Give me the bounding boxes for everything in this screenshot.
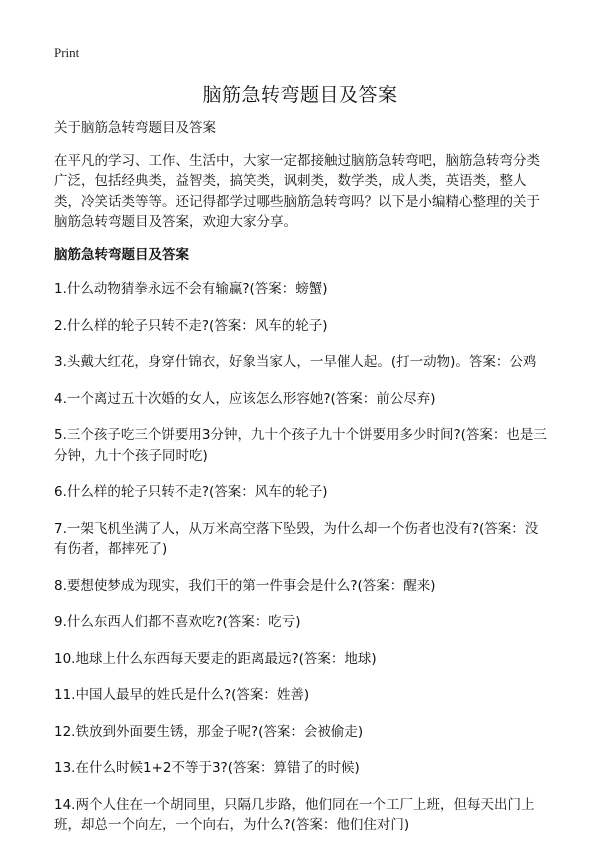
qa-list <box>54 279 550 836</box>
document-subtitle: 关于脑筋急转弯题目及答案 <box>54 120 216 136</box>
qa-item: 6.什么样的轮子只转不走?(答案：风车的轮子) <box>54 484 328 500</box>
qa-item: 10.地球上什么东西每天要走的距离最远?(答案：地球) <box>54 650 377 667</box>
qa-item: 7.一架飞机坐满了人，从万米高空落下坠毁，为什么却一个伤者也没有?(答案：没有伤者，都摔死了) <box>54 520 539 557</box>
section-heading: 脑筋急转弯题目及答案 <box>54 246 189 263</box>
page-title: 脑筋急转弯题目及答案 <box>202 84 398 106</box>
intro-paragraph: 在平凡的学习、工作、生活中，大家一定都接触过脑筋急转弯吧，脑筋急转弯分类广泛，包括经典类，益智类，搞笑类，讽刺类，数学类，成人类，英语类，整人类，冷笑话类等等。还记得都学过哪些脑筋急转弯吗？以下是小编精心整理的关于脑筋急转弯题目及答案，欢迎大家分享。 <box>54 152 540 230</box>
qa-item: 13.在什么时候1+2不等于3?(答案：算错了的时候) <box>54 760 360 776</box>
document-body <box>54 118 550 852</box>
qa-item: 11.中国人最早的姓氏是什么?(答案：姓善) <box>54 687 310 703</box>
qa-item: 4.一个离过五十次婚的女人，应该怎么形容她?(答案：前公尽弃) <box>54 390 436 407</box>
qa-item: 3.头戴大红花，身穿什锦衣，好象当家人，一早催人起。(打一动物)。答案：公鸡 <box>54 354 537 370</box>
qa-item: 2.什么样的轮子只转不走?(答案：风车的轮子) <box>54 317 328 334</box>
qa-item: 9.什么东西人们都不喜欢吃?(答案：吃亏) <box>54 614 301 630</box>
qa-item: 5.三个孩子吃三个饼要用3分钟，九十个孩子九十个饼要用多少时间?(答案：也是三分钟，九十个孩子同时吃) <box>54 427 547 464</box>
qa-item: 8.要想使梦成为现实，我们干的第一件事会是什么?(答案：醒来) <box>54 577 436 594</box>
print-label: Print <box>54 45 80 60</box>
qa-item: 12.铁放到外面要生锈，那金子呢?(答案：会被偷走) <box>54 723 364 740</box>
qa-item: 14.两个人住在一个胡同里，只隔几步路，他们同在一个工厂上班，但每天出门上班，却总一个向左，一个向右，为什么?(答案：他们住对门) <box>54 796 535 833</box>
qa-item: 1.什么动物猜拳永远不会有输赢?(答案：螃蟹) <box>54 281 328 297</box>
